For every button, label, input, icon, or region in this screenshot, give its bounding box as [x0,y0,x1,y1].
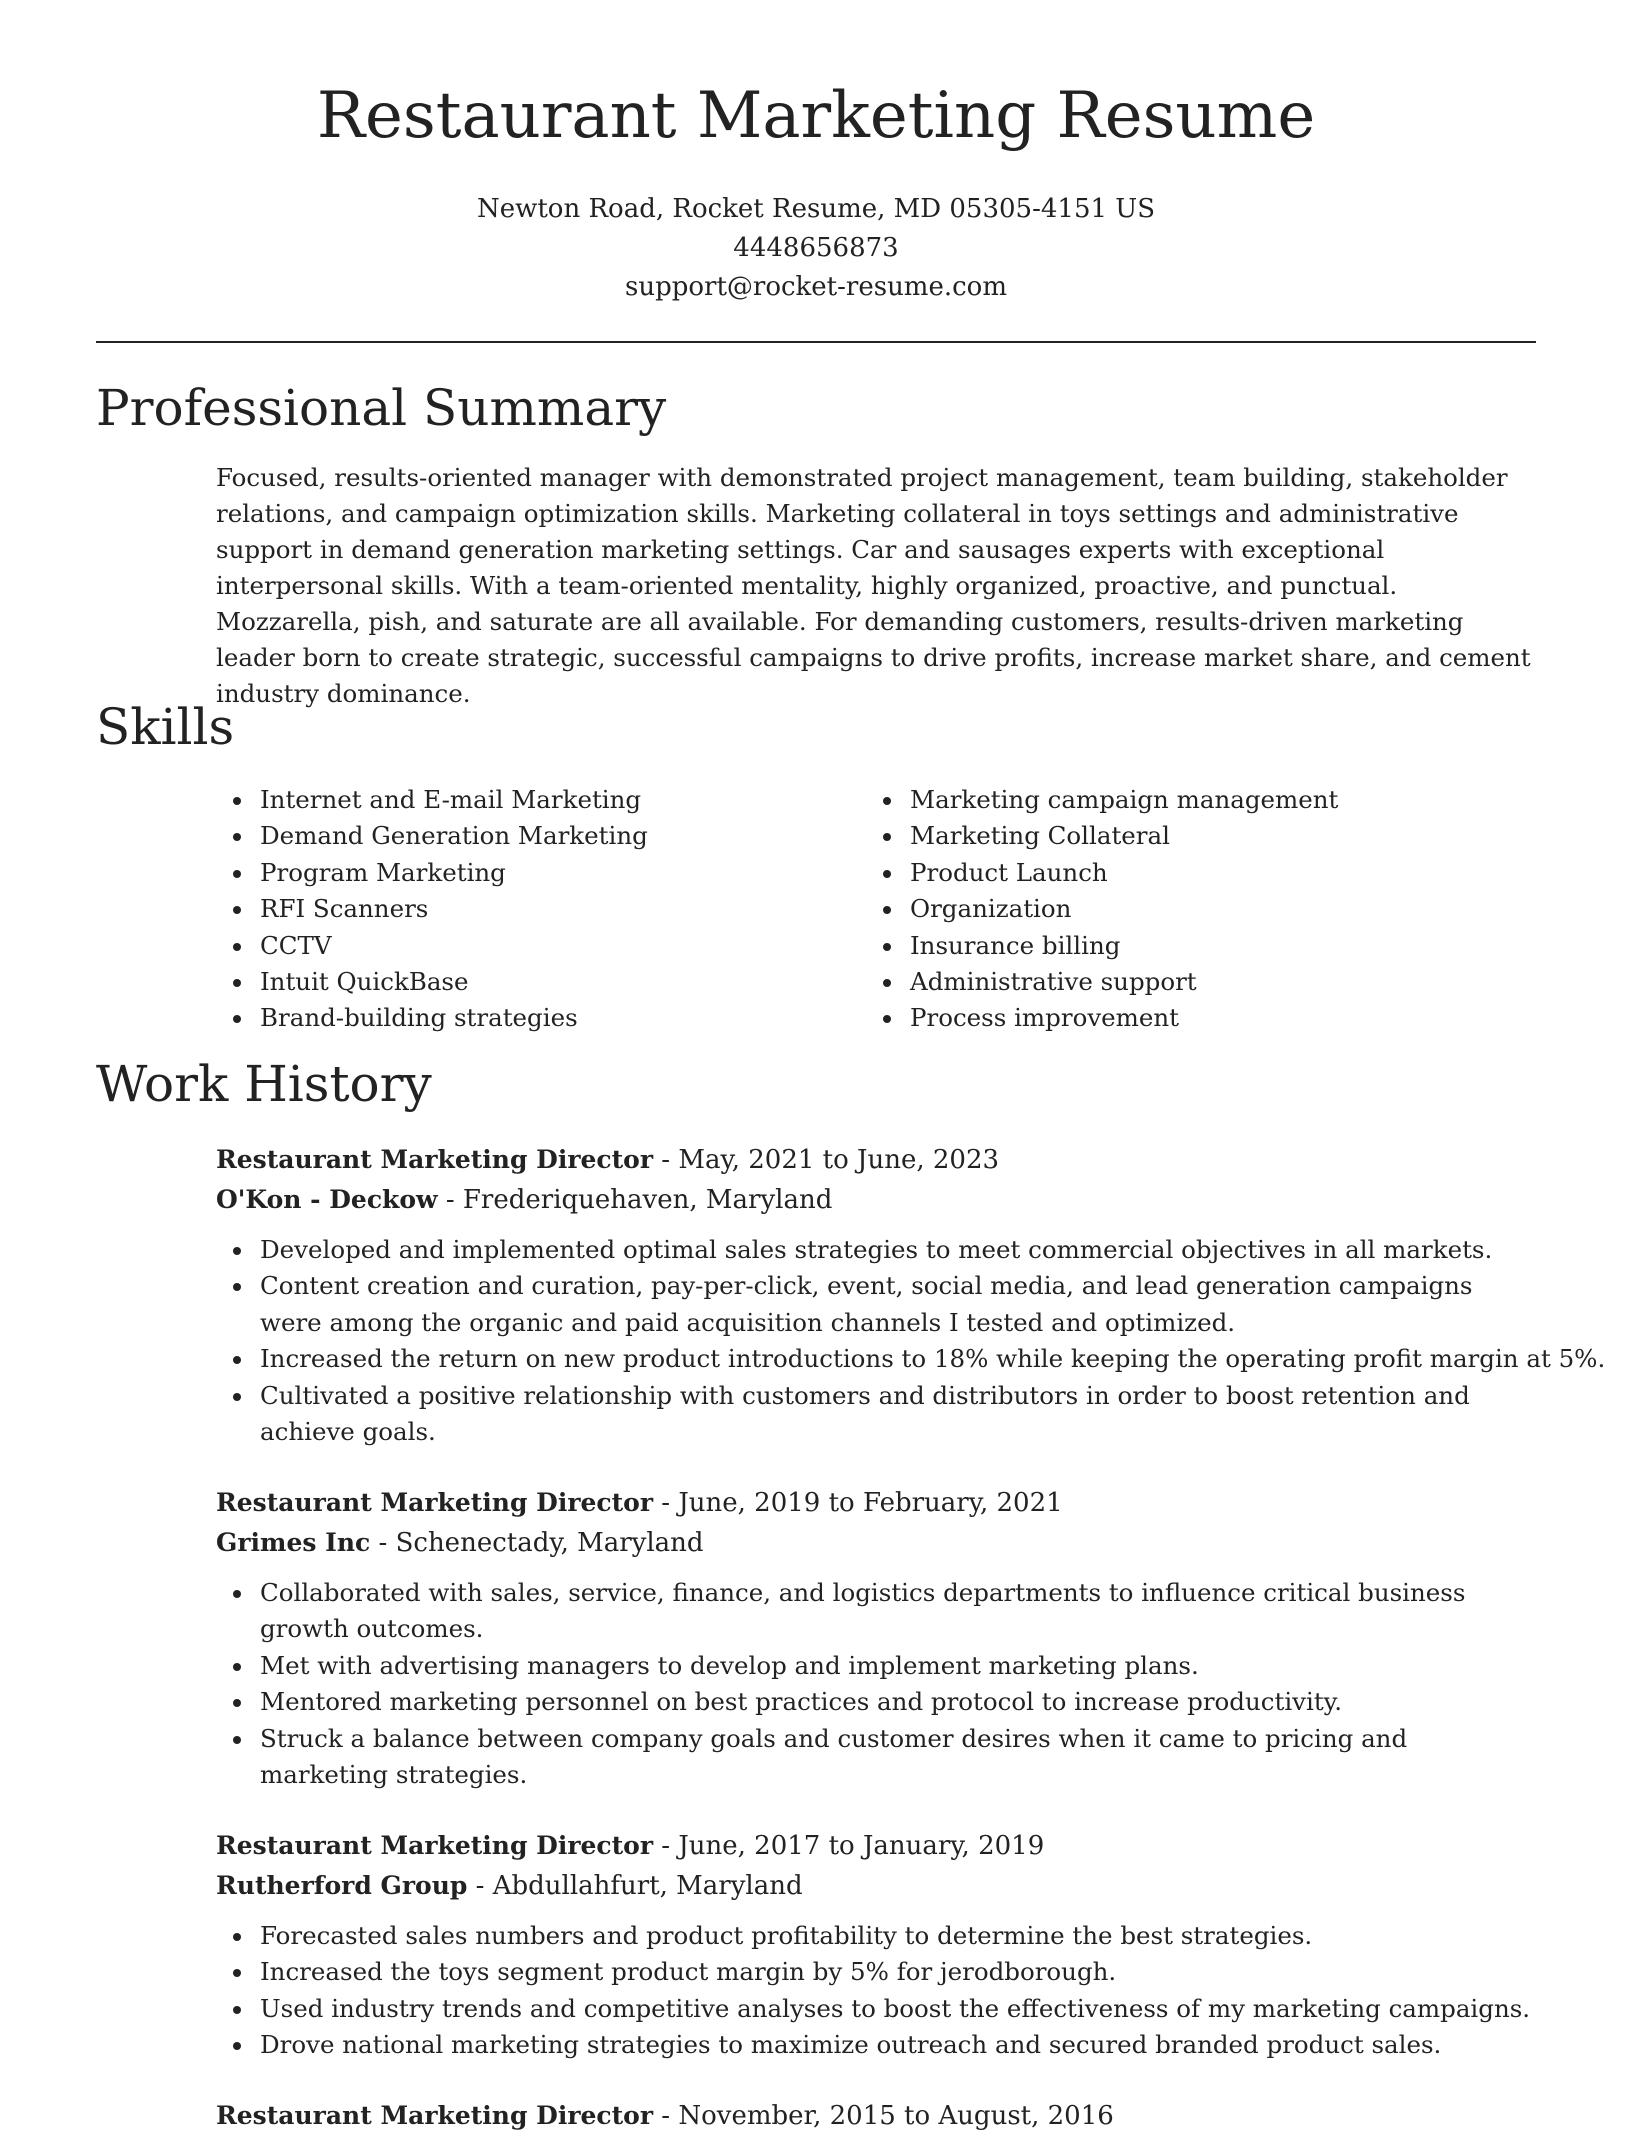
skill-item: Marketing campaign management [866,782,1486,818]
job-bullet: Drove national marketing strategies to maximize outreach and secured branded product sales. [216,2027,1536,2063]
skills-list-left [216,782,836,1037]
job-company: Grimes Inc [216,1528,371,1557]
job-location: - Abdullahfurt, Maryland [467,1871,803,1901]
job-dates: - May, 2021 to June, 2023 [653,1145,1000,1175]
work-history-heading: Work History [96,1055,432,1113]
job-company-line [216,1866,1536,1906]
job-title: Restaurant Marketing Director [216,1488,654,1517]
job-bullet: Content creation and curation, pay-per-click, event, social media, and lead generation campaigns were among the organic and paid acquisition channels I tested and optimized. [216,1268,1536,1341]
skill-item: Brand-building strategies [216,1000,836,1036]
job-entry [216,1140,1606,1450]
job-bullets [216,1575,1536,1793]
job-title: Restaurant Marketing Director [216,2101,654,2130]
contact-email: support@rocket-resume.com [624,272,1007,302]
skill-item: Process improvement [866,1000,1486,1036]
job-location: - Schenectady, Maryland [370,1528,704,1558]
job-entry [216,2096,1536,2136]
job-bullet: Struck a balance between company goals and customer desires when it came to pricing and marketing strategies. [216,1721,1536,1794]
job-company: O'Kon - Deckow [216,1185,438,1214]
contact-block [0,190,1632,307]
job-bullet: Cultivated a positive relationship with customers and distributors in order to boost retention and achieve goals. [216,1378,1536,1451]
job-dates: - June, 2019 to February, 2021 [653,1488,1063,1518]
skill-item: Demand Generation Marketing [216,818,836,854]
skill-item: Organization [866,891,1486,927]
skill-item: RFI Scanners [216,891,836,927]
job-bullet: Developed and implemented optimal sales strategies to meet commercial objectives in all markets. [216,1232,1536,1268]
job-bullet: Collaborated with sales, service, finance, and logistics departments to influence critical business growth outcomes. [216,1575,1536,1648]
skill-item: Administrative support [866,964,1486,1000]
job-location: - Frederiquehaven, Maryland [437,1185,833,1215]
skill-item: Insurance billing [866,928,1486,964]
contact-address: Newton Road, Rocket Resume, MD 05305-4151 US [476,194,1156,224]
header-divider [96,341,1536,343]
job-bullet: Forecasted sales numbers and product profitability to determine the best strategies. [216,1918,1536,1954]
job-bullet: Met with advertising managers to develop and implement marketing plans. [216,1648,1536,1684]
skill-item: Product Launch [866,855,1486,891]
contact-phone: 4448656873 [733,233,899,263]
skill-item: Program Marketing [216,855,836,891]
resume-title: Restaurant Marketing Resume [316,79,1316,153]
job-bullets [216,1232,1606,1450]
skill-item: Marketing Collateral [866,818,1486,854]
summary-text: Focused, results-oriented manager with demonstrated project management, team building, stakeholder relations, and campaign optimization skills. Marketing collateral in toys settings and administrative support in demand generation marketing settings. Car and sausages experts with exceptional interpersonal skills. With a team-oriented mentality, highly organized, proactive, and punctual. Mozzarella, pish, and saturate are all available. For demanding customers, results-driven marketing leader born to create strategic, successful campaigns to drive profits, increase market share, and cement industry dominance. [216,463,1531,708]
job-company: Rutherford Group [216,1871,468,1900]
job-dates: - November, 2015 to August, 2016 [653,2101,1114,2131]
job-dates: - June, 2017 to January, 2019 [653,1831,1045,1861]
summary-heading: Professional Summary [96,379,667,437]
job-bullet: Increased the return on new product introductions to 18% while keeping the operating profit margin at 5%. [216,1341,1536,1377]
skills-heading: Skills [96,698,235,756]
job-bullets [216,1918,1536,2064]
skill-item: Intuit QuickBase [216,964,836,1000]
job-bullet: Used industry trends and competitive analyses to boost the effectiveness of my marketing campaigns. [216,1991,1536,2027]
job-title-line [216,1826,1536,1866]
job-title-line [216,2096,1536,2136]
job-entry [216,1826,1536,2064]
job-title-line [216,1483,1536,1523]
skill-item: Internet and E-mail Marketing [216,782,836,818]
job-title: Restaurant Marketing Director [216,1145,654,1174]
job-title: Restaurant Marketing Director [216,1831,654,1860]
job-company-line [216,1523,1536,1563]
job-company-line [216,1180,1536,1220]
skill-item: CCTV [216,928,836,964]
job-entry [216,1483,1536,1793]
job-bullet: Mentored marketing personnel on best practices and protocol to increase productivity. [216,1684,1536,1720]
skills-list-right [866,782,1486,1037]
job-title-line [216,1140,1536,1180]
job-bullet: Increased the toys segment product margin by 5% for jerodborough. [216,1954,1536,1990]
